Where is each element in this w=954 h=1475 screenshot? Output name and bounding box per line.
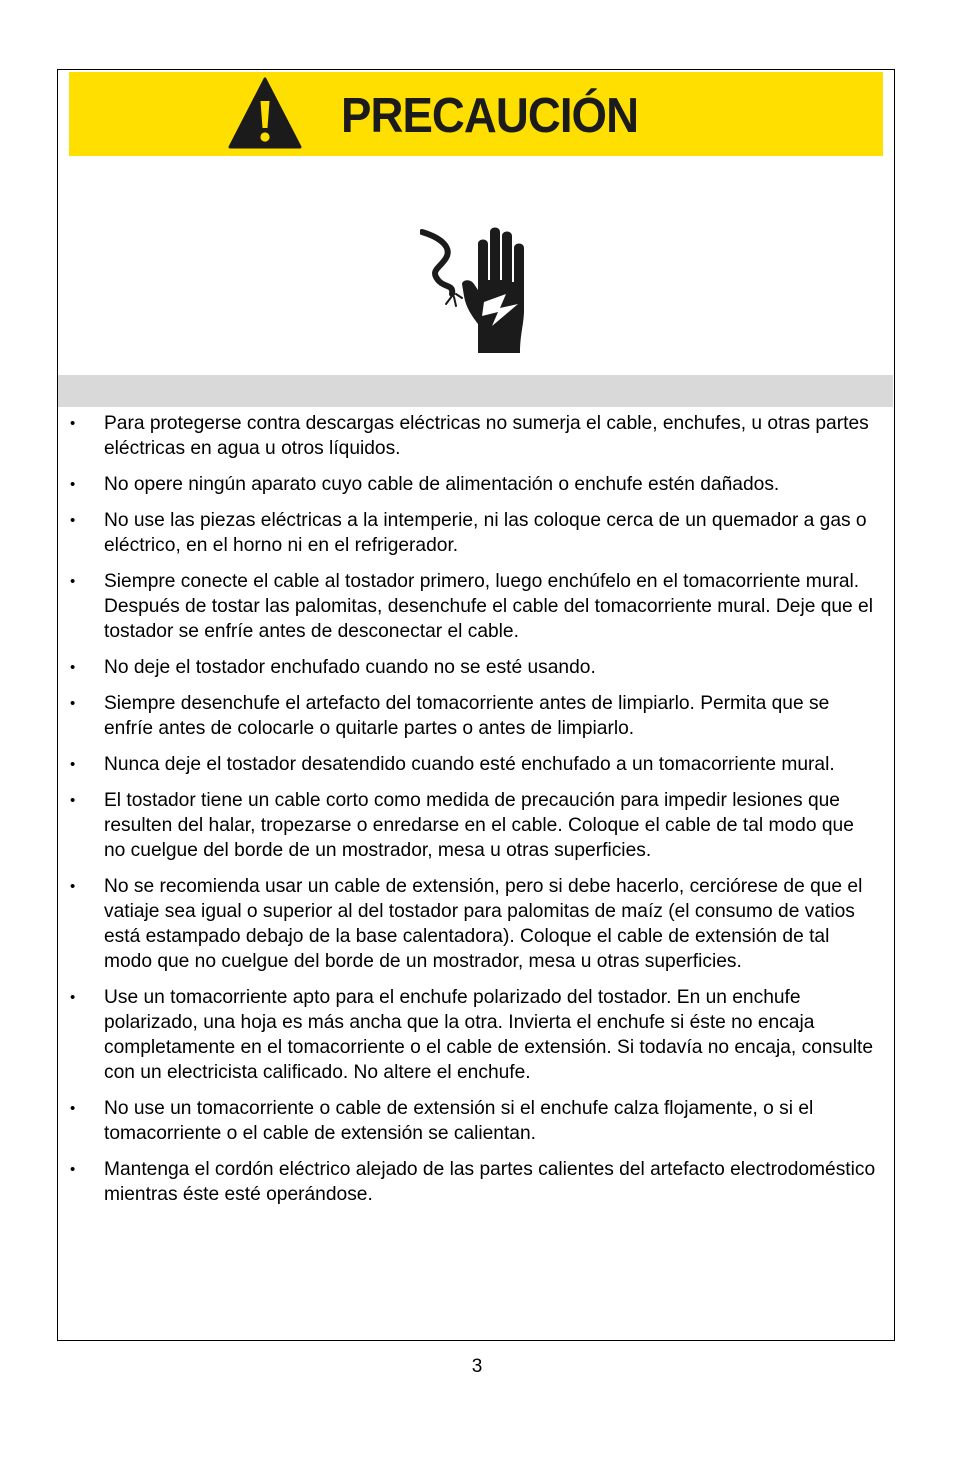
section-band (58, 375, 893, 407)
list-item: • No deje el tostador enchufado cuando no se esté usando. (58, 655, 878, 680)
list-item: • El tostador tiene un cable corto como medida de precaución para impedir lesiones que resulten del halar, tropezarse o enredarse en el cable. Coloque el cable de tal modo que no cuelgue del borde de un mostrador, mesa u otras superficies. (58, 788, 878, 863)
caution-title: PRECAUCIÓN (341, 89, 639, 143)
list-item: • Nunca deje el tostador desatendido cuando esté enchufado a un tomacorriente mural. (58, 752, 878, 777)
caution-banner (69, 72, 883, 156)
list-item: • No se recomienda usar un cable de extensión, pero si debe hacerlo, cerciórese de que el vatiaje sea igual o superior al del tostador para palomitas de maíz (el consumo de vatios está estampado debajo de la base calentadora). Coloque el cable de extensión de tal modo que no cuelgue del borde de un mostrador, mesa u otras superficies. (58, 874, 878, 974)
list-item: • Mantenga el cordón eléctrico alejado de las partes calientes del artefacto electrodoméstico mientras éste esté operándose. (58, 1157, 878, 1207)
list-item: • No opere ningún aparato cuyo cable de alimentación o enchufe estén dañados. (58, 472, 878, 497)
list-item: • Siempre desenchufe el artefacto del tomacorriente antes de limpiarlo. Permita que se enfríe antes de colocarle o quitarle partes o antes de limpiarlo. (58, 691, 878, 741)
list-item: • Use un tomacorriente apto para el enchufe polarizado del tostador. En un enchufe polarizado, una hoja es más ancha que la otra. Invierta el enchufe si éste no encaja completamente en el tomacorriente o el cable de extensión. Si todavía no encaja, consulte con un electricista calificado. No altere el enchufe. (58, 985, 878, 1085)
electric-shock-hand-icon (420, 224, 534, 354)
page-number: 3 (471, 1356, 483, 1377)
warning-triangle-icon (227, 76, 303, 150)
list-item: • Para protegerse contra descargas eléctricas no sumerja el cable, enchufes, u otras partes eléctricas en agua u otros líquidos. (58, 411, 878, 461)
list-item: • No use las piezas eléctricas a la intemperie, ni las coloque cerca de un quemador a gas o eléctrico, en el horno ni en el refrigerador. (58, 508, 878, 558)
list-item: • No use un tomacorriente o cable de extensión si el enchufe calza flojamente, o si el tomacorriente o el cable de extensión se calientan. (58, 1096, 878, 1146)
precaution-list (58, 411, 878, 1218)
list-item: • Siempre conecte el cable al tostador primero, luego enchúfelo en el tomacorriente mural. Después de tostar las palomitas, desenchufe el cable del tomacorriente mural. Deje que el tostador se enfríe antes de desconectar el cable. (58, 569, 878, 644)
caution-box (57, 69, 895, 1341)
